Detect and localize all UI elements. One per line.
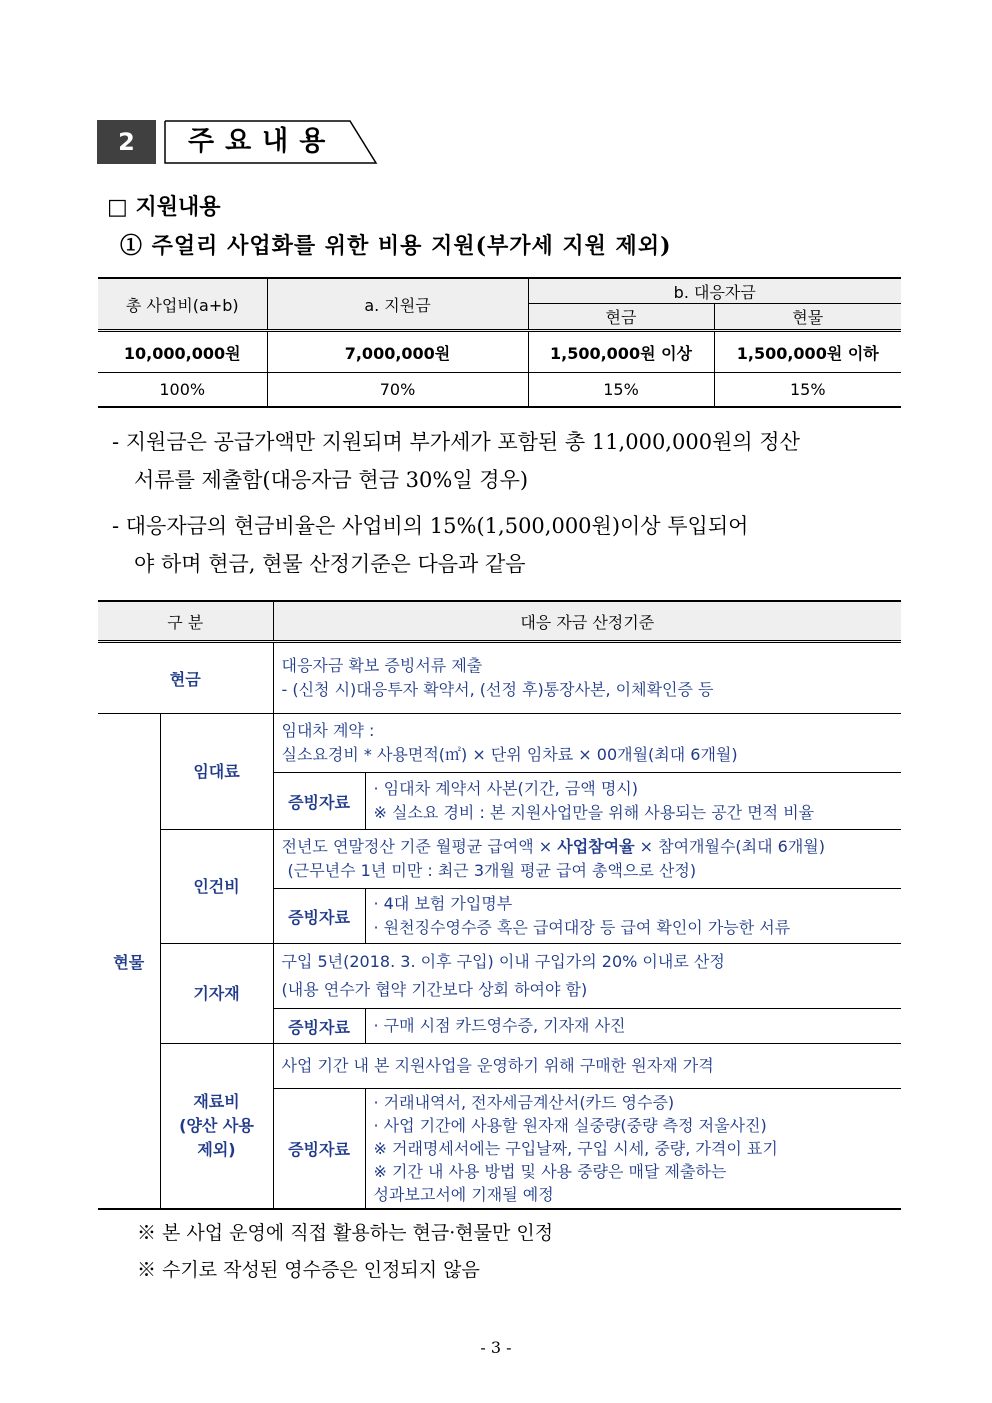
header-category: 구 분 (98, 601, 273, 642)
material-label-2: (양산 사용 (179, 1116, 254, 1135)
equipment-line-2: (내용 연수가 협약 기간보다 상회 하여야 함) (281, 980, 588, 999)
cash-label: 현금 (98, 642, 273, 714)
material-evidence-1: · 거래내역서, 전자세금계산서(카드 영수증) (373, 1093, 675, 1112)
paragraph-1-line-1: - 지원금은 공급가액만 지원되며 부가세가 포함된 총 11,000,000원의 정산 (112, 430, 800, 454)
paragraph-2-line-2: 야 하며 현금, 현물 산정기준은 다음과 같음 (134, 552, 526, 576)
in-kind-label: 현물 (98, 714, 160, 1210)
section-number: 2 (97, 120, 156, 164)
pct-total: 100% (98, 373, 267, 408)
labor-evidence-1: · 4대 보험 가입명부 (373, 894, 513, 913)
section-title-box (164, 120, 378, 164)
paragraph-2-line-1: - 대응자금의 현금비율은 사업비의 15%(1,500,000원)이상 투입되어 (112, 514, 749, 538)
material-line-1: 사업 기간 내 본 지원사업을 운영하기 위해 구매한 원자재 가격 (281, 1056, 714, 1075)
cash-line-2: - (신청 시)대응투자 확약서, (선정 후)통장사본, 이체확인증 등 (281, 680, 714, 699)
cash-criteria (273, 642, 901, 714)
rent-criteria (273, 714, 901, 773)
material-evidence-2: · 사업 기간에 사용할 원자재 실중량(중량 측정 저울사진) (373, 1116, 767, 1135)
heading-support-content: □ 지원내용 (107, 194, 221, 220)
pct-grant: 70% (267, 373, 528, 408)
equipment-evidence-label: 증빙자료 (273, 1009, 365, 1044)
note-1: ※ 본 사업 운영에 직접 활용하는 현금·현물만 인정 (137, 1222, 554, 1244)
amount-in-kind: 1,500,000원 이하 (714, 331, 901, 373)
rent-evidence-label: 증빙자료 (273, 773, 365, 830)
labor-evidence-2: · 원천징수영수증 혹은 급여대장 등 급여 확인이 가능한 서류 (373, 918, 791, 937)
rent-evidence (365, 773, 901, 830)
pct-cash: 15% (528, 373, 714, 408)
amount-grant: 7,000,000원 (267, 331, 528, 373)
col-in-kind: 현물 (714, 304, 901, 331)
header-criteria: 대응 자금 산정기준 (273, 601, 901, 642)
col-total: 총 사업비(a+b) (98, 278, 267, 331)
labor-evidence (365, 889, 901, 944)
amount-cash: 1,500,000원 이상 (528, 331, 714, 373)
col-cash: 현금 (528, 304, 714, 331)
section-title: 주요내용 (188, 126, 337, 157)
material-evidence (365, 1089, 901, 1210)
labor-participation-rate: 사업참여율 (557, 837, 635, 856)
labor-evidence-label: 증빙자료 (273, 889, 365, 944)
labor-line-1a: 전년도 연말정산 기준 월평균 급여액 × (281, 837, 558, 856)
equipment-evidence (365, 1009, 901, 1044)
material-label (160, 1044, 273, 1210)
labor-line-1 (282, 835, 894, 859)
note-2: ※ 수기로 작성된 영수증은 인정되지 않음 (137, 1259, 480, 1281)
equipment-criteria (273, 944, 901, 1009)
paragraph-1-line-2: 서류를 제출함(대응자금 현금 30%일 경우) (134, 468, 529, 492)
col-grant: a. 지원금 (267, 278, 528, 331)
material-evidence-4: ※ 기간 내 사용 방법 및 사용 중량은 매달 제출하는 (373, 1162, 727, 1181)
heading-item-1: ① 주얼리 사업화를 위한 비용 지원(부가세 지원 제외) (120, 233, 672, 259)
cash-line-1: 대응자금 확보 증빙서류 제출 (281, 656, 483, 675)
material-label-1: 재료비 (193, 1092, 240, 1111)
col-matching: b. 대응자금 (528, 278, 901, 304)
rent-line-1: 임대차 계약 : (281, 721, 375, 740)
equipment-line-1: 구입 5년(2018. 3. 이후 구입) 이내 구입가의 20% 이내로 산정 (281, 952, 725, 971)
equipment-evidence-1: · 구매 시점 카드영수증, 기자재 사진 (373, 1016, 626, 1035)
labor-label: 인건비 (160, 830, 273, 944)
material-label-3: 제외) (197, 1140, 236, 1159)
paragraph-2 (112, 507, 748, 583)
rent-line-2: 실소요경비 * 사용면적(㎡) × 단위 임차료 × 00개월(최대 6개월) (281, 745, 738, 764)
rent-evidence-2: ※ 실소요 경비 : 본 지원사업만을 위해 사용되는 공간 면적 비율 (373, 803, 815, 822)
amount-total: 10,000,000원 (98, 331, 267, 373)
labor-line-1c: × 참여개월수(최대 6개월) (634, 837, 825, 856)
material-evidence-5: 성과보고서에 기재될 예정 (373, 1185, 554, 1204)
material-criteria (273, 1044, 901, 1089)
page-number: - 3 - (480, 1338, 512, 1357)
material-evidence-label: 증빙자료 (273, 1089, 365, 1210)
labor-line-2: (근무년수 1년 미만 : 최근 3개월 평균 급여 총액으로 산정) (287, 861, 697, 880)
equipment-label: 기자재 (160, 944, 273, 1044)
rent-label: 임대료 (160, 714, 273, 830)
labor-criteria (273, 830, 901, 889)
material-evidence-3: ※ 거래명세서에는 구입날짜, 구입 시세, 중량, 가격이 표기 (373, 1139, 778, 1158)
pct-in-kind: 15% (714, 373, 901, 408)
funding-table (98, 277, 901, 408)
paragraph-1 (112, 423, 800, 499)
criteria-table (98, 600, 901, 1210)
rent-evidence-1: · 임대차 계약서 사본(기간, 금액 명시) (373, 779, 638, 798)
